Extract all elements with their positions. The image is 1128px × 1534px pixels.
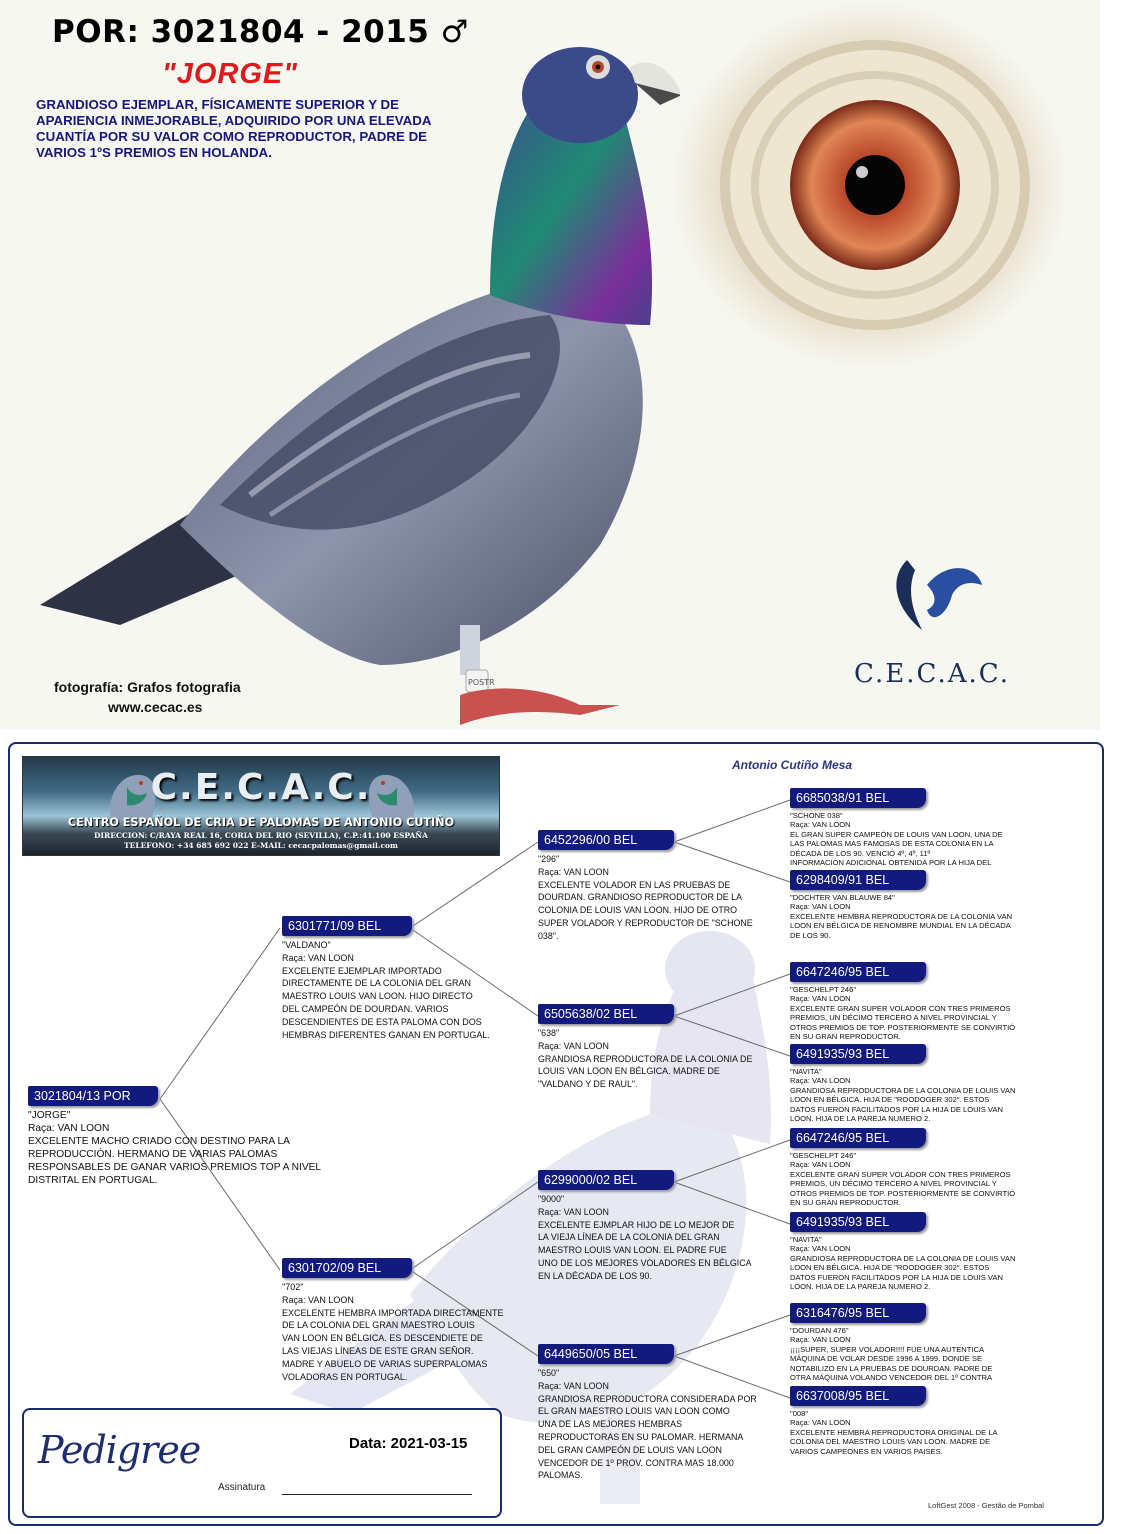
info-line: EXCELENTE MACHO CRIADO CON DESTINO PARA LA <box>28 1136 290 1147</box>
node-info <box>282 1281 522 1383</box>
pedigree-node-gen4 <box>790 1303 1040 1382</box>
node-info <box>790 1151 1040 1207</box>
info-line: "GESCHELPT 246" <box>790 985 857 994</box>
node-info <box>538 1367 783 1482</box>
info-line: MAESTRO LOUIS VAN LOON. EL PADRE FUE <box>538 1245 727 1256</box>
info-line: 038". <box>538 930 559 941</box>
info-line: "650" <box>538 1368 560 1378</box>
info-line: VAN LOON EN BÉLGICA. ES DESCENDIETE DE <box>282 1333 483 1344</box>
node-info <box>790 1409 1040 1456</box>
node-info <box>538 853 783 943</box>
info-line: UNO DE LOS MEJORES VOLADORES EN BÉLGICA <box>538 1257 752 1268</box>
info-line: Raça: VAN LOON <box>538 866 609 877</box>
info-line: Raça: VAN LOON <box>282 1294 354 1305</box>
pigeon-description: GRANDIOSO EJEMPLAR, FÍSICAMENTE SUPERIOR Y DE APARIENCIA INMEJORABLE, ADQUIRIDO POR UNA ELEVADA CUANTÍA POR SU VALOR COMO REPRODUCTOR, PADRE DE VARIOS 1ºS PREMIOS EN HOLANDA. <box>36 97 431 160</box>
info-line: MADRE Y ABUELO DE VARIAS SUPERPALOMAS <box>282 1358 488 1369</box>
page-title: POR: 3021804 - 2015 ♂ <box>52 14 469 50</box>
pigeon-name: "JORGE" <box>162 58 299 90</box>
info-line: EL GRAN SUPER CAMPEÓN DE LOUIS VAN LOON, UNA DE <box>790 829 1003 839</box>
pedigree-date: Data: 2021-03-15 <box>349 1435 468 1452</box>
ring-number-tag[interactable]: 6637008/95 BEL <box>790 1386 926 1406</box>
info-line: LOON EN BÉLGICA. HIJA DE "ROODOGER 302". ESTOS <box>790 1095 990 1105</box>
info-line: DISTRITAL EN PORTUGAL. <box>28 1175 158 1186</box>
info-line: PREMIOS, UN DÉCIMO TERCERO A NIVEL PROVINCIAL Y <box>790 1013 997 1023</box>
promo-section <box>0 0 1100 730</box>
info-line: "638" <box>538 1028 560 1038</box>
info-line: REPRODUCCIÓN. HERMANO DE VARIAS PALOMAS <box>28 1149 278 1160</box>
website-link[interactable]: www.cecac.es <box>108 699 203 715</box>
pedigree-node-subject <box>28 1086 358 1187</box>
info-line: DEL GRAN CAMPEÓN DE LOUIS VAN LOON <box>538 1444 722 1455</box>
node-info <box>790 1326 1040 1382</box>
info-line: LOON. HIJA DE LA PAREJA NUMERO 2. <box>790 1114 931 1124</box>
info-line: LOON. HIJA DE LA PAREJA NUMERO 2. <box>790 1282 931 1292</box>
info-line: "296" <box>538 854 560 864</box>
info-line: REPRODUCTORAS EN SU PALOMAR. HERMANA <box>538 1431 744 1442</box>
info-line: RESPONSABLES DE GANAR VARIOS PREMIOS TOP A NIVEL <box>28 1162 322 1173</box>
info-line: Raça: VAN LOON <box>790 820 851 830</box>
cecac-logo-text: C.E.C.A.C. <box>854 659 1010 689</box>
ring-number-tag[interactable]: 6301771/09 BEL <box>282 916 412 936</box>
info-line: DE LA COLONIA DEL GRAN MAESTRO LOUIS <box>282 1320 475 1331</box>
photo-credit-block <box>54 677 294 717</box>
pedigree-title: Pedigree <box>38 1428 201 1472</box>
info-line: GRANDIOSA REPRODUCTORA DE LA COLONIA DE LOUIS VAN <box>790 1253 1016 1263</box>
info-line: LOUIS VAN LOON EN BÉLGICA. MADRE DE <box>538 1066 720 1077</box>
pedigree-node-gen4 <box>790 870 1040 940</box>
info-line: Raça: VAN LOON <box>790 1418 851 1428</box>
pedigree-node-gen4 <box>790 962 1040 1041</box>
ring-number-tag[interactable]: 6491935/93 BEL <box>790 1044 926 1064</box>
node-info <box>790 1067 1040 1123</box>
info-line: "VALDANO" <box>282 940 331 950</box>
pedigree-node-gen4 <box>790 1212 1040 1291</box>
info-line: EXCELENTE HEMBRA REPRODUCTORA DE LA COLONIA VAN <box>790 911 1013 921</box>
info-line: DOURDAN. GRANDIOSO REPRODUCTOR DE LA <box>538 892 742 903</box>
info-line: COLONIA DEL MAESTRO LOUIS VAN LOON. MADRE DE <box>790 1437 991 1447</box>
info-line: "NAVITA" <box>790 1067 822 1076</box>
pedigree-node-gen4 <box>790 788 1040 867</box>
info-line: GRANDIOSA REPRODUCTORA DE LA COLONIA DE LOUIS VAN <box>790 1085 1016 1095</box>
node-info <box>28 1109 358 1187</box>
pedigree-node-gen3 <box>538 1004 783 1091</box>
info-line: "VALDANO Y DE RAUL". <box>538 1079 638 1090</box>
software-credit: LoftGest 2008 - Gestão de Pombal <box>928 1501 1044 1510</box>
node-info <box>790 893 1040 940</box>
info-line: EXCELENTE VOLADOR EN LAS PRUEBAS DE <box>538 879 731 890</box>
ring-number-tag[interactable]: 6299000/02 BEL <box>538 1170 674 1190</box>
ring-number-tag[interactable]: 3021804/13 POR <box>28 1086 158 1106</box>
info-line: LOON EN BÉLGICA DE RENOMBRE MUNDIAL EN LA DÉCADA <box>790 921 1011 931</box>
signature-label: Assinatura <box>218 1482 266 1493</box>
info-line: Raça: VAN LOON <box>538 1040 609 1051</box>
info-line: ¡¡¡¡SUPER, SUPER VOLADOR!!!! FUE UNA AUTENTICA <box>790 1344 985 1354</box>
info-line: EXCELENTE HEMBRA IMPORTADA DIRECTAMENTE <box>282 1307 504 1318</box>
info-line: "NAVITA" <box>790 1235 822 1244</box>
info-line: GRANDIOSA REPRODUCTORA CONSIDERADA POR <box>538 1393 757 1404</box>
info-line: DESCENDIENTES DE ESTA PALOMA CON DOS <box>282 1016 482 1027</box>
info-line: Raça: VAN LOON <box>790 1076 851 1086</box>
info-line: Raça: VAN LOON <box>538 1380 609 1391</box>
pedigree-node-sire <box>282 916 522 1041</box>
info-line: PREMIOS, UN DÉCIMO TERCERO A NIVEL PROVINCIAL Y <box>790 1179 997 1189</box>
info-line: "SCHONE 038" <box>790 811 843 820</box>
info-line: SUPER VOLADOR Y REPRODUCTOR DE "SCHONE <box>538 917 753 928</box>
info-line: Raça: VAN LOON <box>790 1160 851 1170</box>
info-line: EXCELENTE EJEMPLAR IMPORTADO <box>282 965 442 976</box>
node-info <box>538 1027 783 1091</box>
info-line: Raça: VAN LOON <box>28 1123 110 1134</box>
node-info <box>282 939 522 1041</box>
node-info <box>790 985 1040 1041</box>
info-line: "DOURDAN 476" <box>790 1326 849 1335</box>
info-line: "008" <box>790 1409 809 1418</box>
info-line: "702" <box>282 1282 304 1292</box>
info-line: EN SU GRAN REPRODUCTOR. <box>790 1198 901 1208</box>
banner-address: DIRECCION: C/RAYA REAL 16, CORIA DEL RIO (SEVILLA), C.P.:41.100 ESPAÑA <box>94 831 428 840</box>
ring-number-tag[interactable]: 6685038/91 BEL <box>790 788 926 808</box>
info-line: EL GRAN MAESTRO LOUIS VAN LOON COMO <box>538 1406 730 1417</box>
node-info <box>538 1193 783 1283</box>
info-line: OTRA MÁQUINA VOLANDO VENCEDOR DEL 1º CONTRA <box>790 1373 993 1383</box>
info-line: EN SU GRAN REPRODUCTOR. <box>790 1032 901 1042</box>
pedigree-footer <box>22 1408 502 1518</box>
info-line: DÉCADA DE LOS 90. VENCIÓ 4º, 4º, 11º <box>790 848 931 858</box>
info-line: "GESCHELPT 246" <box>790 1151 857 1160</box>
info-line: EXCELENTE HEMBRA REPRODUCTORA ORIGINAL DE LA <box>790 1427 998 1437</box>
info-line: LAS PALOMAS MAS FAMOSAS DE ESTA COLONIA EN LA <box>790 839 994 849</box>
info-line: VARIOS CAMPEONES EN VARIOS PAISES. <box>790 1446 943 1456</box>
pedigree-node-gen4 <box>790 1386 1040 1456</box>
pedigree-node-gen4 <box>790 1044 1040 1123</box>
info-line: Raça: VAN LOON <box>790 1244 851 1254</box>
ring-number-tag[interactable]: 6316476/95 BEL <box>790 1303 926 1323</box>
ring-number-tag[interactable]: 6452296/00 BEL <box>538 830 674 850</box>
info-line: HEMBRAS DIFERENTES GANAN EN PORTUGAL. <box>282 1029 490 1040</box>
eye-photo <box>670 0 1070 380</box>
info-line: "9000" <box>538 1194 565 1204</box>
info-line: GRANDIOSA REPRODUCTORA DE LA COLONIA DE <box>538 1053 753 1064</box>
info-line: Raça: VAN LOON <box>790 902 851 912</box>
cecac-banner <box>22 756 500 856</box>
info-line: VENCEDOR DE 1º PROV. CONTRA MAS 18.000 <box>538 1457 734 1468</box>
ring-number-tag[interactable]: 6491935/93 BEL <box>790 1212 926 1232</box>
info-line: "JORGE" <box>28 1110 71 1121</box>
info-line: LA VIEJA LÍNEA DE LA COLONIA DEL GRAN <box>538 1232 720 1243</box>
info-line: DE LOS 90. <box>790 930 831 940</box>
info-line: OTROS PREMIOS DE TOP. POSTERIORMENTE SE CONVIRTIÓ <box>790 1188 1016 1198</box>
info-line: MAESTRO LOUIS VAN LOON. HIJO DIRECTO <box>282 991 473 1002</box>
info-line: DEL CAMPEÓN DE DOURDAN. VARIOS <box>282 1003 449 1014</box>
info-line: EXCELENTE EJMPLAR HIJO DE LO MEJOR DE <box>538 1219 735 1230</box>
pedigree-node-gen3 <box>538 1344 783 1482</box>
info-line: Raça: VAN LOON <box>790 1335 851 1345</box>
info-line: EXCELENTE GRAN SUPER VOLADOR CON TRES PRIMEROS <box>790 1169 1011 1179</box>
info-line: PALOMAS. <box>538 1470 583 1481</box>
info-line: COLONIA DE LOUIS VAN LOON. HIJO DE OTRO <box>538 905 738 916</box>
ring-number-tag[interactable]: 6505638/02 BEL <box>538 1004 674 1024</box>
info-line: MÁQUINA DE VOLAR DESDE 1996 A 1999. DONDE SE <box>790 1354 983 1364</box>
owner-name: Antonio Cutiño Mesa <box>732 758 852 772</box>
node-info <box>790 1235 1040 1291</box>
cecac-logo-icon <box>877 540 987 650</box>
info-line: NOTABILIZO EN LA PRUEBAS DE DOURDAN. PADRE DE <box>790 1363 993 1373</box>
info-line: VOLADORAS EN PORTUGAL. <box>282 1371 408 1382</box>
banner-title: C.E.C.A.C. <box>150 767 372 808</box>
ring-number-tag[interactable]: 6301702/09 BEL <box>282 1258 412 1278</box>
pedigree-node-dam <box>282 1258 522 1383</box>
photo-credit: fotografía: Grafos fotografia <box>54 679 241 695</box>
cecac-logo <box>852 540 1012 689</box>
info-line: Raça: VAN LOON <box>538 1206 609 1217</box>
ring-label: POSTR <box>468 678 495 687</box>
info-line: Raça: VAN LOON <box>790 994 851 1004</box>
pedigree-node-gen3 <box>538 830 783 943</box>
info-line: INFORMACION ADICIONAL OBTENIDA POR LA HIJA DEL <box>790 858 992 868</box>
node-info <box>790 811 1040 867</box>
info-line: UNA DE LAS MEJORES HEMBRAS <box>538 1419 683 1430</box>
ring-number-tag[interactable]: 6647246/95 BEL <box>790 1128 926 1148</box>
info-line: DATOS FUERON FACILITADOS POR LA HIJA DE LOUIS VAN <box>790 1104 1003 1114</box>
info-line: EXCELENTE GRAN SUPER VOLADOR CON TRES PRIMEROS <box>790 1003 1011 1013</box>
info-line: Raça: VAN LOON <box>282 952 354 963</box>
pedigree-node-gen3 <box>538 1170 783 1283</box>
banner-subtitle: CENTRO ESPAÑOL DE CRIA DE PALOMAS DE ANTONIO CUTIÑO <box>67 816 455 829</box>
info-line: LOON EN BÉLGICA. HIJA DE "ROODOGER 302". ESTOS <box>790 1263 990 1273</box>
info-line: OTROS PREMIOS DE TOP. POSTERIORMENTE SE CONVIRTIÓ <box>790 1022 1016 1032</box>
pedigree-node-gen4 <box>790 1128 1040 1207</box>
info-line: DIRECTAMENTE DE LA COLONIA DEL GRAN <box>282 978 472 989</box>
info-line: DATOS FUERON FACILITADOS POR LA HIJA DE LOUIS VAN <box>790 1272 1003 1282</box>
ring-number-tag[interactable]: 6449650/05 BEL <box>538 1344 674 1364</box>
info-line: LAS VIEJAS LÍNEAS DE ESTE GRAN SEÑOR. <box>282 1345 474 1356</box>
ring-number-tag[interactable]: 6647246/95 BEL <box>790 962 926 982</box>
signature-line[interactable] <box>282 1494 472 1495</box>
info-line: "DOCHTER VAN BLAUWE 84" <box>790 893 895 902</box>
ring-number-tag[interactable]: 6298409/91 BEL <box>790 870 926 890</box>
info-line: EN LA DÉCADA DE LOS 90. <box>538 1270 652 1281</box>
pedigree-sheet <box>8 742 1104 1526</box>
banner-phone: TELEFONO: +34 685 692 022 E-MAIL: cecacpalomas@gmail.com <box>124 841 398 850</box>
